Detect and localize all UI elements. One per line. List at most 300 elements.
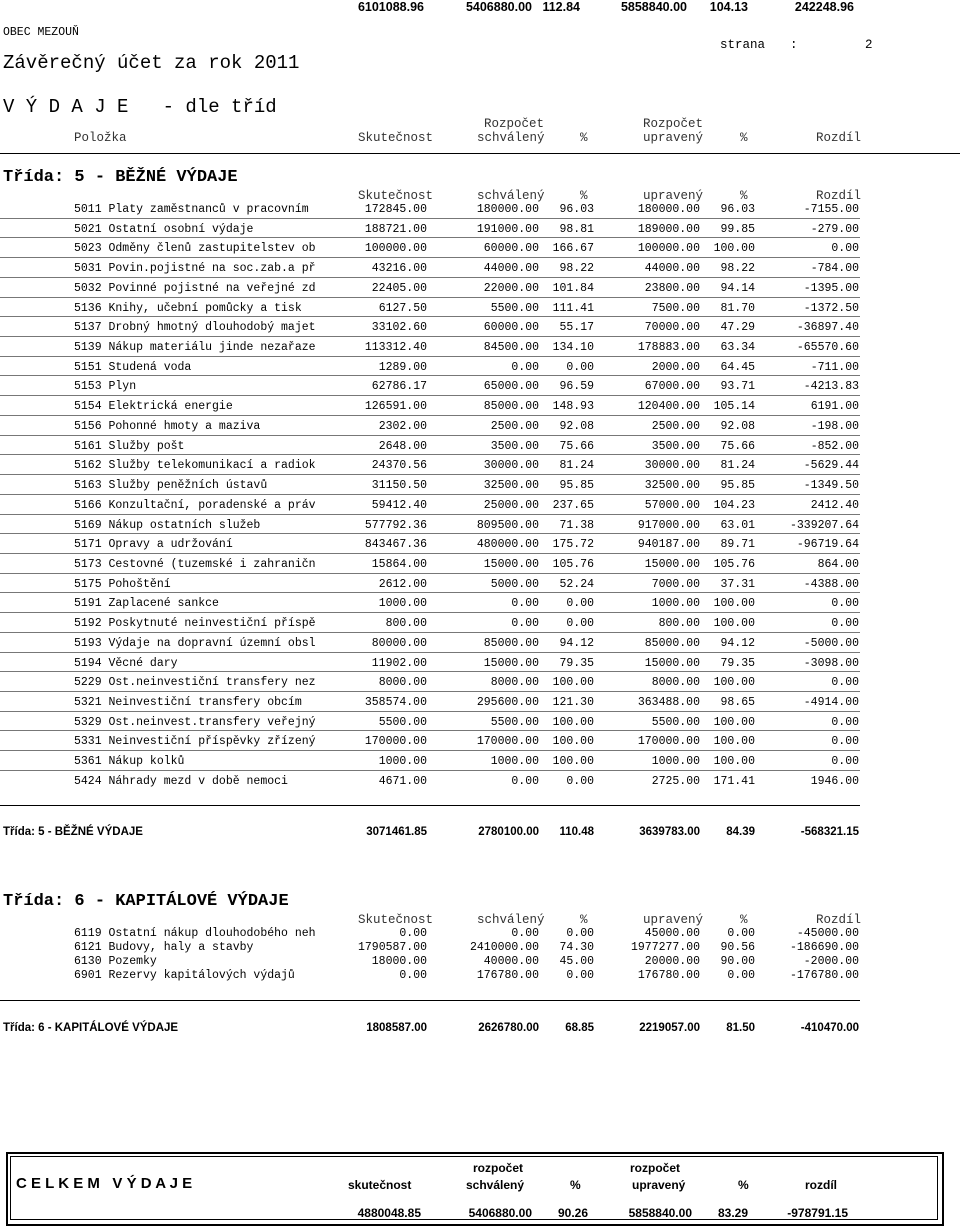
row-separator — [0, 257, 860, 258]
row-upraveny: 5500.00 — [651, 715, 700, 729]
row-upraveny: 15000.00 — [644, 557, 700, 571]
class6-total-row — [0, 1022, 960, 1038]
row-rozdil: -4914.00 — [803, 696, 859, 709]
row-pct: 101.84 — [552, 281, 594, 295]
row-separator — [0, 297, 860, 298]
col-polozka: Položka — [74, 131, 127, 145]
grand-col-upraveny: upravený — [632, 1178, 686, 1192]
row-pct: 166.67 — [552, 242, 594, 256]
row-upraveny: 7500.00 — [651, 301, 700, 315]
row-label: 5193 Výdaje na dopravní územní obsl — [74, 636, 316, 650]
row-skutecnost: 43216.00 — [371, 262, 427, 276]
row-separator — [0, 316, 860, 317]
row-label: 5171 Opravy a udržování — [74, 538, 233, 552]
row-skutecnost: 1289.00 — [378, 360, 427, 374]
row-pct2: 100.00 — [713, 617, 755, 631]
row-upraveny: 120400.00 — [637, 400, 700, 414]
row-rozdil: -176780.00 — [789, 969, 859, 982]
row-separator — [0, 435, 860, 436]
row-pct2: 100.00 — [713, 676, 755, 690]
row-schvaleny: 2410000.00 — [469, 941, 539, 954]
row-skutecnost: 1000.00 — [378, 755, 427, 769]
row-pct2: 100.00 — [713, 597, 755, 611]
row-schvaleny: 60000.00 — [483, 242, 539, 256]
row-skutecnost: 8000.00 — [378, 676, 427, 690]
row-pct: 0.00 — [566, 927, 594, 940]
row-pct: 111.41 — [552, 301, 594, 315]
top-total-upraveny: 5858840.00 — [620, 0, 687, 14]
page-label: strana — [720, 38, 766, 52]
class6-col-skutecnost: Skutečnost — [358, 913, 434, 927]
col-schvaleny: schválený — [477, 131, 545, 145]
row-separator — [0, 592, 860, 593]
row-label: 5361 Nákup kolků — [74, 755, 185, 769]
table-row — [0, 400, 960, 416]
row-pct: 96.03 — [559, 203, 594, 216]
row-upraveny: 30000.00 — [644, 459, 700, 473]
row-upraveny: 940187.00 — [637, 538, 700, 552]
row-label: 5153 Plyn — [74, 380, 137, 394]
row-rozdil: -1372.50 — [803, 301, 859, 315]
grand-col-pct: % — [570, 1178, 581, 1192]
class6-total-divider — [0, 1000, 860, 1001]
row-skutecnost: 126591.00 — [364, 400, 427, 414]
class5-col-upraveny: upravený — [643, 189, 704, 203]
row-pct: 148.93 — [552, 400, 594, 414]
row-rozdil: 0.00 — [831, 715, 859, 729]
row-separator — [0, 612, 860, 613]
table-row — [0, 262, 960, 278]
row-skutecnost: 62786.17 — [371, 380, 427, 394]
row-schvaleny: 85000.00 — [483, 400, 539, 414]
row-pct: 100.00 — [552, 755, 594, 769]
row-pct2: 96.03 — [720, 203, 755, 216]
class5-total-label: Třída: 5 - BĚŽNÉ VÝDAJE — [3, 826, 143, 838]
row-upraveny: 1000.00 — [651, 755, 700, 769]
table-row — [0, 775, 960, 791]
row-label: 5175 Pohoštění — [74, 577, 171, 591]
grand-pct: 90.26 — [557, 1206, 588, 1220]
row-rozdil: -96719.64 — [796, 538, 859, 552]
row-pct: 175.72 — [552, 538, 594, 552]
row-skutecnost: 15864.00 — [371, 557, 427, 571]
row-rozdil: 864.00 — [817, 557, 859, 571]
row-upraveny: 20000.00 — [644, 955, 700, 968]
row-pct2: 105.14 — [713, 400, 755, 414]
row-pct2: 94.12 — [720, 636, 755, 650]
row-upraveny: 178883.00 — [637, 341, 700, 355]
row-upraveny: 32500.00 — [644, 479, 700, 493]
row-rozdil: -1395.00 — [803, 281, 859, 295]
table-row — [0, 657, 960, 673]
row-schvaleny: 170000.00 — [476, 735, 539, 749]
class5-total-schvaleny: 2780100.00 — [478, 826, 539, 838]
row-label: 6901 Rezervy kapitálových výdajů — [74, 969, 295, 982]
grand-schvaleny: 5406880.00 — [468, 1206, 532, 1220]
table-row — [0, 361, 960, 377]
row-label: 5032 Povinné pojistné na veřejné zd — [74, 281, 316, 295]
row-upraveny: 3500.00 — [651, 439, 700, 453]
table-row — [0, 282, 960, 298]
row-pct2: 94.14 — [720, 281, 755, 295]
header-divider — [0, 153, 960, 154]
row-rozdil: -36897.40 — [796, 321, 859, 335]
table-row — [0, 440, 960, 456]
row-rozdil: 6191.00 — [810, 400, 859, 414]
row-label: 5163 Služby peněžních ústavů — [74, 479, 268, 493]
row-label: 5169 Nákup ostatních služeb — [74, 518, 261, 532]
col-rozpocet-2: Rozpočet — [643, 117, 704, 131]
grand-col-skutecnost: skutečnost — [348, 1178, 412, 1192]
row-skutecnost: 0.00 — [399, 927, 427, 940]
row-rozdil: -5629.44 — [803, 459, 859, 473]
top-total-pct: 112.84 — [542, 0, 580, 14]
table-row — [0, 519, 960, 535]
row-pct2: 0.00 — [727, 927, 755, 940]
row-separator — [0, 514, 860, 515]
row-separator — [0, 494, 860, 495]
row-pct: 74.30 — [559, 941, 594, 954]
row-separator — [0, 770, 860, 771]
class6-total-pct: 68.85 — [565, 1022, 594, 1034]
row-separator — [0, 652, 860, 653]
class5-total-divider — [0, 805, 860, 806]
row-label: 5021 Ostatní osobní výdaje — [74, 222, 254, 236]
table-row — [0, 696, 960, 712]
class6-total-label: Třída: 6 - KAPITÁLOVÉ VÝDAJE — [3, 1022, 179, 1034]
row-skutecnost: 170000.00 — [364, 735, 427, 749]
row-label: 5161 Služby pošt — [74, 439, 185, 453]
row-pct2: 98.22 — [720, 262, 755, 276]
col-skutecnost: Skutečnost — [358, 131, 434, 145]
class5-col-pct: % — [580, 189, 588, 203]
row-rozdil: 0.00 — [831, 755, 859, 769]
row-pct2: 171.41 — [713, 774, 755, 788]
row-pct2: 100.00 — [713, 242, 755, 256]
row-separator — [0, 356, 860, 357]
row-schvaleny: 0.00 — [511, 360, 539, 374]
row-label: 5156 Pohonné hmoty a maziva — [74, 419, 261, 433]
row-pct: 98.81 — [559, 222, 594, 236]
top-total-skutecnost: 6101088.96 — [357, 0, 424, 14]
row-skutecnost: 1790587.00 — [357, 941, 427, 954]
row-schvaleny: 0.00 — [511, 597, 539, 611]
row-schvaleny: 32500.00 — [483, 479, 539, 493]
row-schvaleny: 15000.00 — [483, 557, 539, 571]
row-rozdil: 0.00 — [831, 597, 859, 611]
row-upraveny: 189000.00 — [637, 222, 700, 236]
row-label: 5173 Cestovné (tuzemské i zahraničn — [74, 557, 316, 571]
table-row — [0, 617, 960, 633]
class6-total-pct2: 81.50 — [726, 1022, 755, 1034]
row-schvaleny: 65000.00 — [483, 380, 539, 394]
row-skutecnost: 31150.50 — [371, 479, 427, 493]
row-rozdil: 0.00 — [831, 242, 859, 256]
row-label: 5136 Knihy, učební pomůcky a tisk — [74, 301, 302, 315]
row-upraveny: 57000.00 — [644, 498, 700, 512]
row-separator — [0, 277, 860, 278]
top-total-rozdil: 242248.96 — [794, 0, 854, 14]
row-skutecnost: 4671.00 — [378, 774, 427, 788]
col-rozdil: Rozdíl — [816, 131, 862, 145]
row-upraveny: 85000.00 — [644, 636, 700, 650]
row-skutecnost: 22405.00 — [371, 281, 427, 295]
row-pct2: 64.45 — [720, 360, 755, 374]
row-label: 5154 Elektrická energie — [74, 400, 233, 414]
row-upraveny: 1977277.00 — [630, 941, 700, 954]
row-label: 5321 Neinvestiční transfery obcím — [74, 696, 302, 709]
row-separator — [0, 730, 860, 731]
class5-total-pct: 110.48 — [559, 826, 594, 838]
row-upraveny: 917000.00 — [637, 518, 700, 532]
row-label: 5192 Poskytnuté neinvestiční příspě — [74, 617, 316, 631]
row-pct2: 81.24 — [720, 459, 755, 473]
table-row — [0, 578, 960, 594]
row-label: 5194 Věcné dary — [74, 656, 178, 670]
row-upraveny: 176780.00 — [637, 969, 700, 982]
row-pct2: 104.23 — [713, 498, 755, 512]
row-schvaleny: 809500.00 — [476, 518, 539, 532]
class6-col-pct2: % — [740, 913, 748, 927]
row-label: 5162 Služby telekomunikací a radiok — [74, 459, 316, 473]
row-schvaleny: 1000.00 — [490, 755, 539, 769]
row-schvaleny: 2500.00 — [490, 419, 539, 433]
page-separator: : — [790, 38, 798, 52]
row-upraveny: 2725.00 — [651, 774, 700, 788]
col-rozpocet-1: Rozpočet — [484, 117, 545, 131]
row-skutecnost: 18000.00 — [371, 955, 427, 968]
row-label: 6130 Pozemky — [74, 955, 157, 968]
row-schvaleny: 0.00 — [511, 774, 539, 788]
row-separator — [0, 415, 860, 416]
row-rozdil: -339207.64 — [789, 518, 859, 532]
table-row — [0, 242, 960, 258]
row-pct: 55.17 — [559, 321, 594, 335]
row-pct2: 79.35 — [720, 656, 755, 670]
row-separator — [0, 750, 860, 751]
row-label: 5229 Ost.neinvestiční transfery nez — [74, 676, 316, 690]
row-separator — [0, 573, 860, 574]
class5-total-upraveny: 3639783.00 — [639, 826, 700, 838]
table-row — [0, 716, 960, 732]
row-skutecnost: 11902.00 — [371, 656, 427, 670]
row-label: 5139 Nákup materiálu jinde nezařaze — [74, 341, 316, 355]
row-skutecnost: 0.00 — [399, 969, 427, 982]
row-schvaleny: 295600.00 — [476, 696, 539, 709]
table-row — [0, 459, 960, 475]
row-skutecnost: 800.00 — [385, 617, 427, 631]
class5-total-skutecnost: 3071461.85 — [366, 826, 427, 838]
table-row — [0, 203, 960, 219]
row-pct2: 37.31 — [720, 577, 755, 591]
grand-col-pct2: % — [738, 1178, 749, 1192]
class6-col-upraveny: upravený — [643, 913, 704, 927]
org-name: OBEC MEZOUŇ — [3, 26, 79, 39]
row-rozdil: -198.00 — [810, 419, 859, 433]
row-upraveny: 800.00 — [658, 617, 700, 631]
row-pct2: 100.00 — [713, 755, 755, 769]
row-schvaleny: 15000.00 — [483, 656, 539, 670]
row-rozdil: -1349.50 — [803, 479, 859, 493]
row-label: 5151 Studená voda — [74, 360, 192, 374]
row-pct2: 105.76 — [713, 557, 755, 571]
class5-total-row — [0, 826, 960, 842]
row-label: 5424 Náhrady mezd v době nemoci — [74, 774, 288, 788]
row-pct: 52.24 — [559, 577, 594, 591]
row-upraveny: 23800.00 — [644, 281, 700, 295]
row-schvaleny: 5500.00 — [490, 301, 539, 315]
row-pct: 75.66 — [559, 439, 594, 453]
row-rozdil: -186690.00 — [789, 941, 859, 954]
row-pct: 71.38 — [559, 518, 594, 532]
top-total-pct2: 104.13 — [709, 0, 748, 14]
row-upraveny: 45000.00 — [644, 927, 700, 940]
row-pct: 237.65 — [552, 498, 594, 512]
row-rozdil: -7155.00 — [803, 203, 859, 216]
class6-total-schvaleny: 2626780.00 — [478, 1022, 539, 1034]
row-separator — [0, 553, 860, 554]
row-pct2: 90.00 — [720, 955, 755, 968]
row-separator — [0, 533, 860, 534]
page-number: 2 — [865, 38, 873, 52]
row-label: 5137 Drobný hmotný dlouhodobý majet — [74, 321, 316, 335]
table-row — [0, 637, 960, 653]
row-pct: 100.00 — [552, 715, 594, 729]
row-pct: 105.76 — [552, 557, 594, 571]
row-rozdil: -852.00 — [810, 439, 859, 453]
row-schvaleny: 44000.00 — [483, 262, 539, 276]
row-pct2: 81.70 — [720, 301, 755, 315]
row-rozdil: -279.00 — [810, 222, 859, 236]
row-pct2: 0.00 — [727, 969, 755, 982]
table-row — [0, 558, 960, 574]
top-total-schvaleny: 5406880.00 — [465, 0, 532, 14]
row-skutecnost: 172845.00 — [364, 203, 427, 216]
row-skutecnost: 2648.00 — [378, 439, 427, 453]
class6-col-rozdil: Rozdíl — [816, 913, 862, 927]
row-skutecnost: 113312.40 — [364, 341, 427, 355]
row-upraveny: 7000.00 — [651, 577, 700, 591]
row-skutecnost: 358574.00 — [364, 696, 427, 709]
class5-heading: Třída: 5 - BĚŽNÉ VÝDAJE — [3, 168, 238, 187]
row-schvaleny: 3500.00 — [490, 439, 539, 453]
row-pct: 0.00 — [566, 597, 594, 611]
row-separator — [0, 474, 860, 475]
row-rozdil: 0.00 — [831, 617, 859, 631]
table-row — [0, 597, 960, 613]
row-pct2: 99.85 — [720, 222, 755, 236]
row-rozdil: -784.00 — [810, 262, 859, 276]
row-upraveny: 70000.00 — [644, 321, 700, 335]
row-skutecnost: 33102.60 — [371, 321, 427, 335]
row-pct: 94.12 — [559, 636, 594, 650]
row-skutecnost: 188721.00 — [364, 222, 427, 236]
class5-col-schvaleny: schválený — [477, 189, 545, 203]
grand-col-schvaleny: schválený — [466, 1178, 525, 1192]
class6-heading: Třída: 6 - KAPITÁLOVÉ VÝDAJE — [3, 892, 289, 911]
table-row — [0, 321, 960, 337]
row-pct: 96.59 — [559, 380, 594, 394]
row-schvaleny: 85000.00 — [483, 636, 539, 650]
row-schvaleny: 84500.00 — [483, 341, 539, 355]
col-pct-1: % — [580, 131, 588, 145]
row-label: 6119 Ostatní nákup dlouhodobého neh — [74, 927, 316, 940]
grand-col-rozdil: rozdíl — [805, 1178, 837, 1192]
row-pct2: 92.08 — [720, 419, 755, 433]
row-pct: 100.00 — [552, 676, 594, 690]
row-schvaleny: 22000.00 — [483, 281, 539, 295]
row-pct2: 63.34 — [720, 341, 755, 355]
row-rozdil: -4388.00 — [803, 577, 859, 591]
table-row — [0, 969, 960, 985]
row-label: 5191 Zaplacené sankce — [74, 597, 219, 611]
class6-total-skutecnost: 1808587.00 — [366, 1022, 427, 1034]
row-skutecnost: 577792.36 — [364, 518, 427, 532]
row-label: 5331 Neinvestiční příspěvky zřízený — [74, 735, 316, 749]
row-skutecnost: 843467.36 — [364, 538, 427, 552]
row-label: 5329 Ost.neinvest.transfery veřejný — [74, 715, 316, 729]
row-rozdil: 0.00 — [831, 735, 859, 749]
row-rozdil: -5000.00 — [803, 636, 859, 650]
row-upraveny: 2500.00 — [651, 419, 700, 433]
row-pct: 95.85 — [559, 479, 594, 493]
row-label: 5166 Konzultační, poradenské a práv — [74, 498, 316, 512]
col-pct-2: % — [740, 131, 748, 145]
row-schvaleny: 5000.00 — [490, 577, 539, 591]
row-schvaleny: 8000.00 — [490, 676, 539, 690]
row-separator — [0, 454, 860, 455]
row-upraveny: 44000.00 — [644, 262, 700, 276]
row-upraveny: 100000.00 — [637, 242, 700, 256]
row-skutecnost: 80000.00 — [371, 636, 427, 650]
row-rozdil: -2000.00 — [803, 955, 859, 968]
row-upraveny: 363488.00 — [637, 696, 700, 709]
row-rozdil: -711.00 — [810, 360, 859, 374]
row-rozdil: -3098.00 — [803, 656, 859, 670]
row-upraveny: 67000.00 — [644, 380, 700, 394]
row-separator — [0, 218, 860, 219]
grand-pct2: 83.29 — [717, 1206, 748, 1220]
row-pct2: 95.85 — [720, 479, 755, 493]
table-row — [0, 420, 960, 436]
row-skutecnost: 2302.00 — [378, 419, 427, 433]
row-separator — [0, 395, 860, 396]
row-pct: 100.00 — [552, 735, 594, 749]
row-schvaleny: 0.00 — [511, 927, 539, 940]
row-pct: 0.00 — [566, 774, 594, 788]
row-schvaleny: 191000.00 — [476, 222, 539, 236]
row-separator — [0, 375, 860, 376]
grand-skutecnost: 4880048.85 — [357, 1206, 421, 1220]
row-rozdil: 1946.00 — [810, 774, 859, 788]
row-rozdil: -65570.60 — [796, 341, 859, 355]
class6-col-pct: % — [580, 913, 588, 927]
row-pct2: 63.01 — [720, 518, 755, 532]
row-pct: 0.00 — [566, 360, 594, 374]
table-row — [0, 499, 960, 515]
row-pct2: 47.29 — [720, 321, 755, 335]
class6-total-rozdil: -410470.00 — [800, 1022, 859, 1034]
row-separator — [0, 691, 860, 692]
row-pct2: 75.66 — [720, 439, 755, 453]
row-skutecnost: 59412.40 — [371, 498, 427, 512]
row-pct: 79.35 — [559, 656, 594, 670]
row-pct: 134.10 — [552, 341, 594, 355]
grand-col-rozpocet-1: rozpočet — [473, 1161, 524, 1175]
row-rozdil: -45000.00 — [796, 927, 859, 940]
row-pct: 45.00 — [559, 955, 594, 968]
row-pct2: 93.71 — [720, 380, 755, 394]
